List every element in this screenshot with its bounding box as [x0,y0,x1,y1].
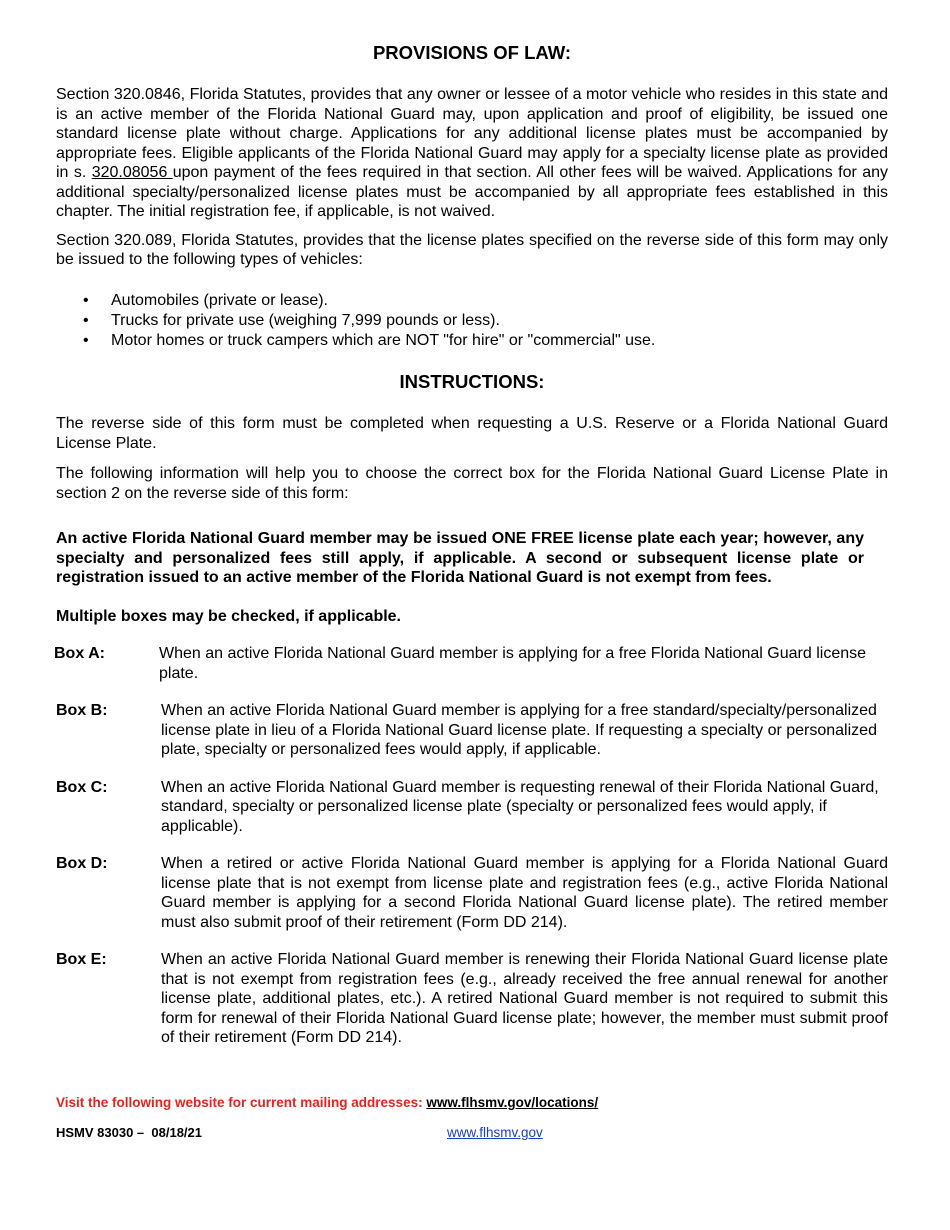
box-e-text: When an active Florida National Guard member is renewing their Florida National Guard license plate that is not exempt from registration fees (e.g., already received the free annual renewal for another license plate, additional plates, etc.). A retired National Guard member is not required to submit this form for renewal of their Florida National Guard license plate; however, the member must submit proof of their retirement (Form DD 214). [161,951,888,1047]
box-d-label: Box D: [56,855,108,873]
box-b-text: When an active Florida National Guard member is applying for a free standard/specialty/personalized license plate in lieu of a Florida National Guard license plate. If requesting a specialty or personalized plate, specialty or personalized fees would apply, if applicable. [161,702,877,759]
instructions-paragraph-1: The reverse side of this form must be completed when requesting a U.S. Reserve or a Florida National Guard License Plate. [56,415,888,452]
provisions-paragraph-1-text-a: Section 320.0846, Florida Statutes, provides that any owner or lessee of a motor vehicle who resides in this state and is an active member of the Florida National Guard may, upon application and proof of eligibility, be issued one standard license plate without charge. Applications for any additional license plates must be accompanied by appropriate fees. Eligible applicants of the Florida National Guard may apply for a specialty license plate as provided in s. [56,86,888,181]
multiple-boxes-note: Multiple boxes may be checked, if applicable. [56,607,401,625]
list-item [83,311,888,331]
provisions-paragraph-2: Section 320.089, Florida Statutes, provides that the license plates specified on the reverse side of this form may only be issued to the following types of vehicles: [56,231,888,268]
mailing-address-text: Visit the following website for current mailing addresses: [56,1095,427,1110]
bullet-icon: • [83,332,89,350]
instructions-paragraph-2: The following information will help you to choose the correct box for the Florida National Guard License Plate in section 2 on the reverse side of this form: [56,465,888,502]
mailing-address-notice [56,1094,598,1111]
box-d-row [56,854,888,932]
form-number: HSMV 83030 – 08/18/21 [56,1125,202,1140]
vehicle-types-list [56,291,888,352]
provisions-heading: PROVISIONS OF LAW: [372,42,572,63]
box-a-label: Box A: [54,645,105,663]
box-b-row [56,701,888,760]
flhsmv-website-link[interactable]: www.flhsmv.gov [447,1125,543,1140]
list-item [83,331,888,351]
list-item-text: Automobiles (private or lease). [111,291,328,309]
box-b-label: Box B: [56,702,108,720]
provisions-paragraph-1 [56,85,888,222]
box-e-row [56,950,888,1048]
box-c-row [56,778,888,837]
provisions-paragraph-1-text-b: upon payment of the fees required in that section. All other fees will be waived. Applications for any additional specialty/personalized license plates must be accompanied by all appropriate fees established in this chapter. The initial registration fee, if applicable, is not waived. [56,164,889,220]
box-a-text: When an active Florida National Guard member is applying for a free Florida National Guard license plate. [159,645,867,682]
locations-link[interactable]: www.flhsmv.gov/locations/ [426,1095,599,1110]
box-d-text: When a retired or active Florida National Guard member is applying for a Florida National Guard license plate that is not exempt from license plate and registration fees (e.g., active Florida National Guard member is applying for a second Florida National Guard license plate). The retired member must also submit proof of their retirement (Form DD 214). [161,855,888,931]
statute-320-08056-link[interactable]: 320.08056 [91,164,173,181]
bullet-icon: • [83,291,89,309]
instructions-heading: INSTRUCTIONS: [399,371,545,393]
document-page [56,40,888,1066]
list-item-text: Motor homes or truck campers which are NOT "for hire" or "commercial" use. [111,332,656,350]
free-plate-notice: An active Florida National Guard member may be issued ONE FREE license plate each year; however, any specialty and personalized fees still apply, if applicable. A second or subsequent license plate or registration issued to an active member of the Florida National Guard is not exempt from fees. [56,530,864,587]
box-c-label: Box C: [56,778,108,796]
list-item [83,291,888,311]
box-e-label: Box E: [56,951,107,969]
box-c-text: When an active Florida National Guard member is requesting renewal of their Florida National Guard, standard, specialty or personalized license plate (specialty or personalized fees would apply, if applicable). [161,778,879,835]
bullet-icon: • [83,311,89,329]
box-descriptions [56,644,888,1048]
box-a-row [56,644,888,683]
list-item-text: Trucks for private use (weighing 7,999 pounds or less). [111,311,500,329]
